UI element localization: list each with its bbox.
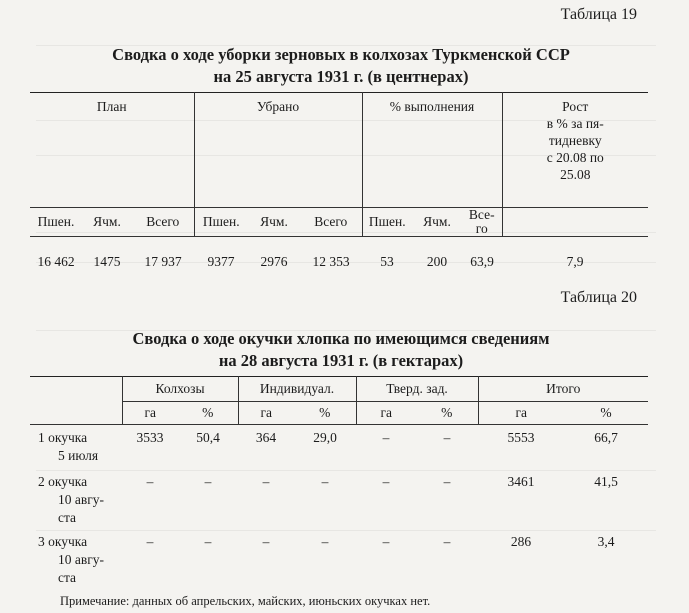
value-cell: 53	[380, 254, 394, 269]
subheader-cell: Ячм.	[412, 208, 462, 237]
header-plan: План	[30, 93, 194, 208]
value-cell: –	[443, 473, 451, 489]
value-cell: –	[204, 533, 212, 549]
header-growth: Рост в % за пя- тидневку с 20.08 по 25.08	[546, 99, 604, 182]
harvest-table	[30, 92, 648, 287]
subheader-cell: Ячм.	[248, 208, 300, 237]
subheader-cell: Пшен.	[194, 208, 248, 237]
value-cell: –	[262, 533, 270, 549]
value-cell: –	[382, 473, 390, 489]
subheader-cell: га	[478, 402, 564, 425]
subheader-row	[30, 402, 648, 425]
subheader-row	[30, 208, 648, 237]
table-19-number: Таблица 19	[560, 6, 637, 23]
value-cell: –	[443, 430, 451, 445]
value-cell: 5553	[507, 430, 535, 445]
value-cell: 16 462	[37, 254, 75, 269]
value-cell: –	[321, 473, 329, 489]
value-cell: –	[204, 473, 212, 489]
value-cell: –	[443, 533, 451, 549]
value-cell: 3533	[136, 430, 164, 445]
value-cell: 2976	[260, 254, 288, 269]
value-cell: –	[382, 533, 390, 549]
value-cell: 12 353	[312, 254, 350, 269]
subheader-cell: Пшен.	[362, 208, 412, 237]
table-19-title: Сводка о ходе уборки зерновых в колхозах Туркменской ССР на 25 августа 1931 г. (в центнерах)	[112, 45, 570, 86]
subheader-cell: %	[178, 402, 238, 425]
subheader-cell: га	[238, 402, 294, 425]
header-percent: % выполнения	[362, 93, 502, 208]
value-cell: –	[262, 473, 270, 489]
value-cell: 7,9	[566, 254, 584, 269]
table-20-title: Сводка о ходе окучки хлопка по имеющимся сведениям на 28 августа 1931 г. (в гектарах)	[132, 329, 550, 370]
table-20-note: Примечание: данных об апрельских, майских, июньских окучках нет.	[60, 594, 431, 608]
value-cell: 3461	[507, 473, 535, 489]
value-cell: 17 937	[144, 254, 182, 269]
table-20-number: Таблица 20	[560, 289, 637, 306]
table-row	[30, 237, 648, 288]
subheader-cell: Всего	[300, 208, 362, 237]
value-cell: 66,7	[594, 430, 618, 445]
subheader-cell: Все- го	[462, 208, 502, 237]
header-quota: Тверд. зад.	[356, 377, 478, 402]
subheader-cell: Всего	[132, 208, 194, 237]
table-row	[30, 529, 648, 589]
value-cell: –	[146, 533, 154, 549]
value-cell: 286	[510, 533, 532, 549]
subheader-cell: %	[416, 402, 478, 425]
value-cell: 1475	[93, 254, 121, 269]
value-cell: 9377	[207, 254, 235, 269]
value-cell: –	[146, 473, 154, 489]
value-cell: 41,5	[594, 473, 618, 489]
value-cell: 364	[255, 430, 277, 445]
row-label: 2 окучка 10 авгу- ста	[38, 473, 105, 525]
value-cell: –	[382, 430, 390, 445]
table-row	[30, 469, 648, 529]
value-cell: –	[321, 533, 329, 549]
header-kolkhozy: Колхозы	[122, 377, 238, 402]
header-total: Итого	[478, 377, 648, 402]
subheader-cell: Ячм.	[82, 208, 132, 237]
value-cell: 3,4	[597, 533, 615, 549]
value-cell: 50,4	[196, 430, 220, 445]
subheader-cell: %	[564, 402, 648, 425]
subheader-cell: га	[122, 402, 178, 425]
value-cell: 29,0	[313, 430, 337, 445]
value-cell: 200	[426, 254, 448, 269]
subheader-cell: %	[294, 402, 356, 425]
value-cell: 63,9	[470, 254, 494, 269]
row-label: 3 окучка 10 авгу- ста	[38, 533, 105, 585]
row-label: 1 окучка 5 июля	[38, 430, 99, 463]
header-harvested: Убрано	[194, 93, 362, 208]
subheader-cell: га	[356, 402, 416, 425]
header-individual: Индивидуал.	[238, 377, 356, 402]
table-row	[30, 425, 648, 469]
subheader-cell: Пшен.	[30, 208, 82, 237]
cotton-table	[30, 376, 648, 589]
